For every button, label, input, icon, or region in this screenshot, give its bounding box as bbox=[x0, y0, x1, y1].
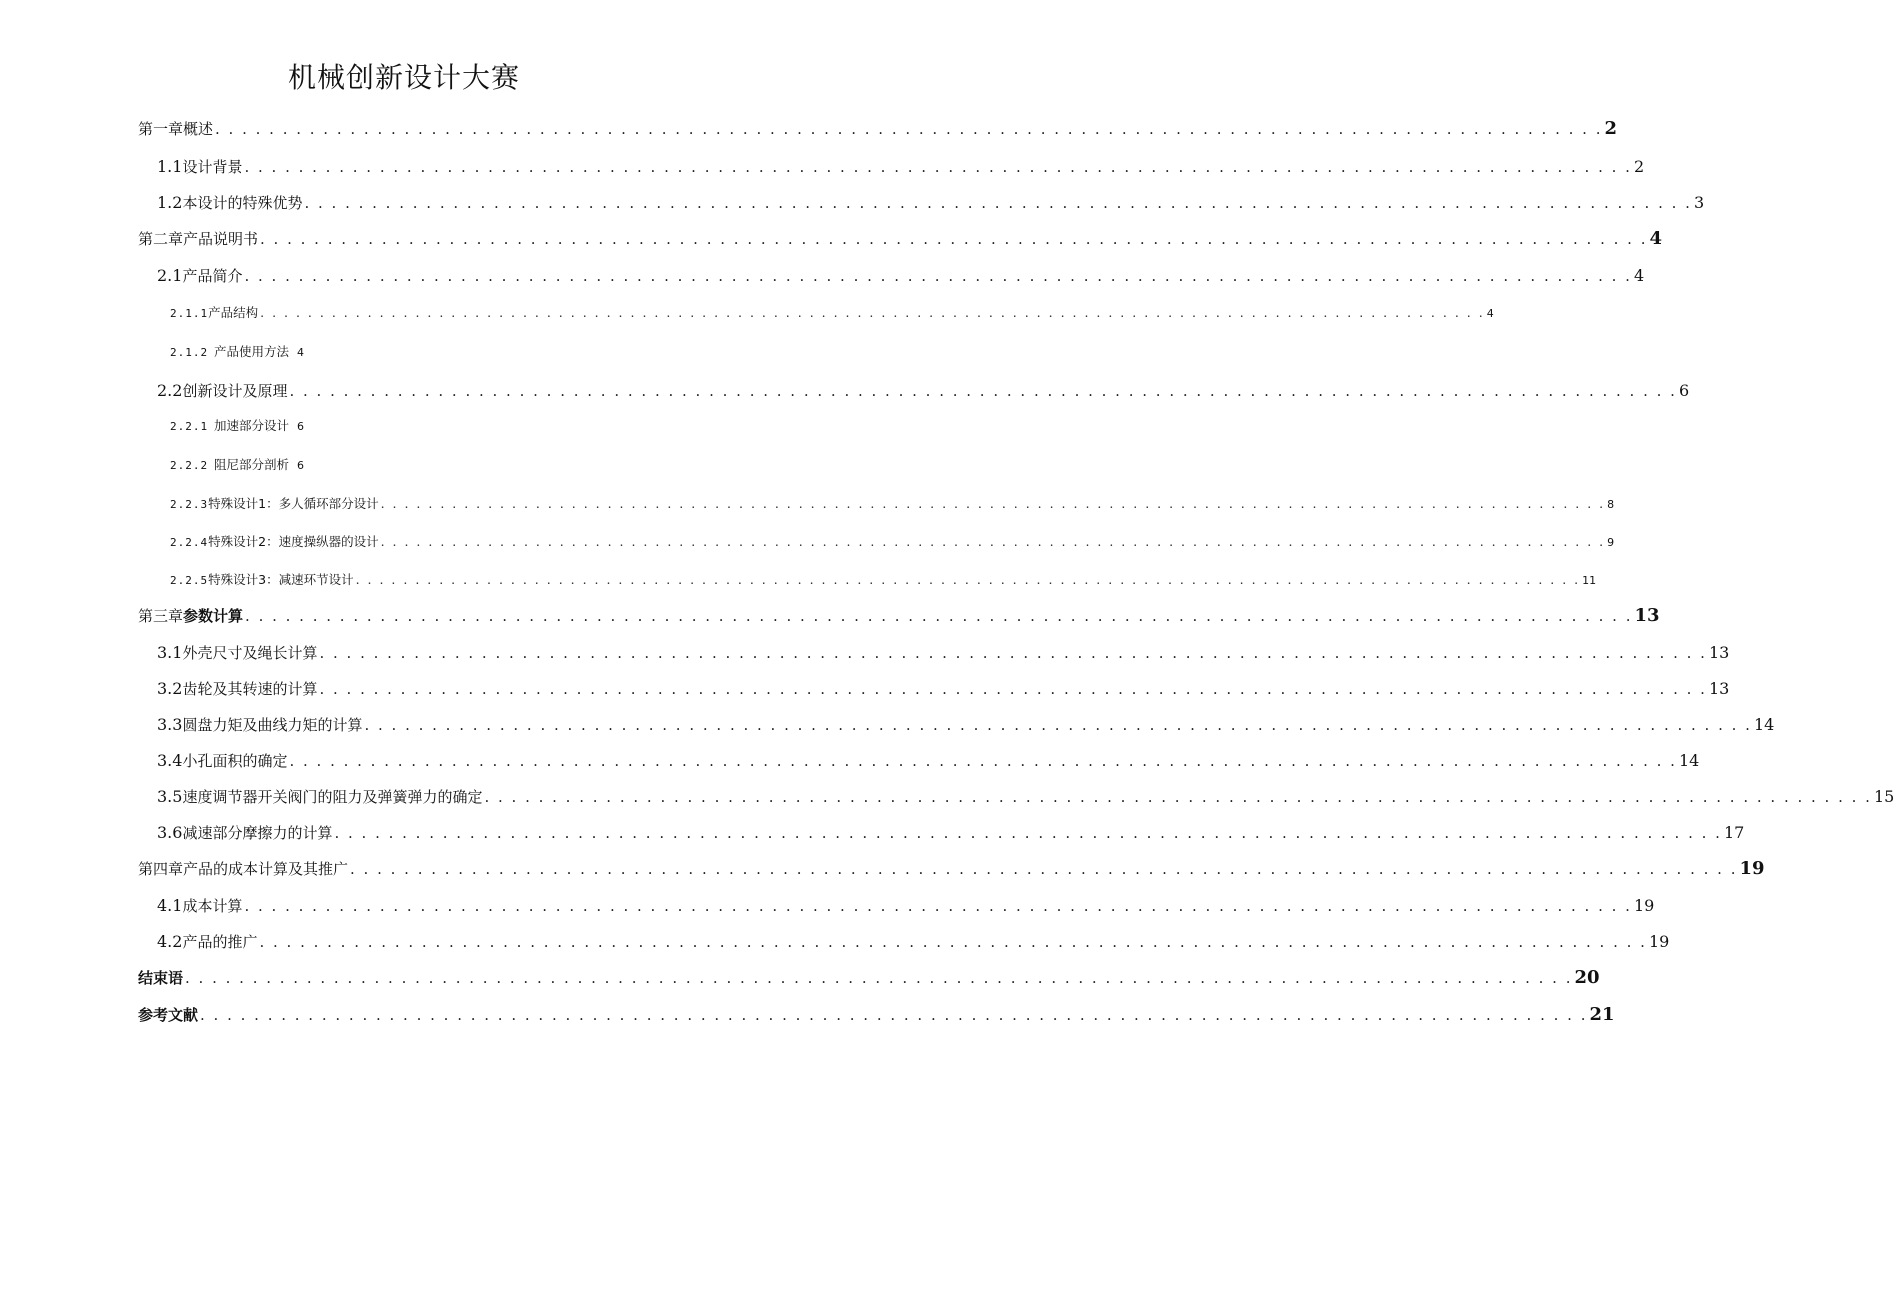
toc-leader-dots: . . . . . . . . . . . . . . . . . . . . . . . . . . . . . . . . . . . . . . . . . . . . . . . . . . . . . . . . . . . . . . . . . . . . . . . . . . . . . . . . . . . . . . . . . . . . . . . . . . . . . . . bbox=[334, 824, 1722, 842]
toc-entry-page: 13 bbox=[1708, 643, 1730, 662]
toc-entry[interactable] bbox=[157, 714, 1775, 735]
toc-entry[interactable] bbox=[157, 265, 1645, 286]
toc-entry-page: 8 bbox=[1607, 498, 1615, 511]
toc-entry-bold-label: 参考文献 bbox=[138, 1006, 199, 1024]
toc-leader-dots: . . . . . . . . . . . . . . . . . . . . . . . . . . . . . . . . . . . . . . . . . . . . . . . . . . . . . . . . . . . . . . . . . . . . . . . . . . . . . . . . . . . . . . . . . . . . . . . . . . . . . . . bbox=[380, 534, 1606, 549]
toc-entry-page: 9 bbox=[1607, 536, 1615, 549]
toc-entry-number: 3.5 bbox=[157, 787, 183, 806]
toc-entry[interactable] bbox=[138, 118, 1618, 139]
toc-entry-label: 阻尼部分剖析 bbox=[214, 457, 290, 472]
toc-leader-dots: . . . . . . . . . . . . . . . . . . . . . . . . . . . . . . . . . . . . . . . . . . . . . . . . . . . . . . . . . . . . . . . . . . . . . . . . . . . . . . . . . . . . . . . . . . . . . . . . . . . . . . . bbox=[380, 496, 1606, 511]
toc-entry-number: 2.1 bbox=[157, 266, 183, 285]
toc-entry-label: 外壳尺寸及绳长计算 bbox=[182, 644, 318, 662]
toc-entry-label: 特殊设计3：减速环节设计 bbox=[208, 572, 354, 587]
toc-entry-label: 产品使用方法 bbox=[214, 344, 290, 359]
toc-leader-dots: . . . . . . . . . . . . . . . . . . . . . . . . . . . . . . . . . . . . . . . . . . . . . . . . . . . . . . . . . . . . . . . . . . . . . . . . . . . . . . . . . . . . . . . . . . . . . . . . . . . . . . . bbox=[260, 230, 1648, 248]
toc-entry-number: 1.1 bbox=[157, 157, 183, 176]
toc-entry[interactable] bbox=[170, 570, 1597, 588]
toc-entry-number: 2.1.1 bbox=[170, 307, 209, 320]
toc-leader-dots: . . . . . . . . . . . . . . . . . . . . . . . . . . . . . . . . . . . . . . . . . . . . . . . . . . . . . . . . . . . . . . . . . . . . . . . . . . . . . . . . . . . . . . . . . . . . . . . . . . . . . . . bbox=[355, 572, 1581, 587]
document-title: 机械创新设计大赛 bbox=[288, 61, 521, 94]
toc-leader-dots: . . . . . . . . . . . . . . . . . . . . . . . . . . . . . . . . . . . . . . . . . . . . . . . . . . . . . . . . . . . . . . . . . . . . . . . . . . . . . . . . . . . . . . . . . . . . . . . . . . . . . . . bbox=[245, 607, 1633, 625]
toc-entry-page: 11 bbox=[1582, 574, 1597, 587]
toc-entry-number: 2.2 bbox=[157, 381, 183, 400]
toc-entry-page: 20 bbox=[1574, 967, 1600, 988]
toc-entry-page: 4 bbox=[1649, 228, 1663, 249]
toc-entry[interactable] bbox=[138, 605, 1660, 626]
toc-entry-label: 小孔面积的确定 bbox=[182, 752, 288, 770]
toc-leader-dots: . . . . . . . . . . . . . . . . . . . . . . . . . . . . . . . . . . . . . . . . . . . . . . . . . . . . . . . . . . . . . . . . . . . . . . . . . . . . . . . . . . . . . . . . . . . . . . . . . . . . . . . bbox=[244, 897, 1632, 915]
toc-entry-label: 圆盘力矩及曲线力矩的计算 bbox=[182, 716, 363, 734]
toc-entry-label: 第二章产品说明书 bbox=[138, 230, 259, 248]
toc-entry-label: 产品简介 bbox=[182, 267, 243, 285]
toc-entry[interactable] bbox=[170, 342, 778, 360]
toc-leader-dots: . . . . . . . . . . . . . . . . . . . . . . . . . . . . . . . . . . . . . . . . . . . . . . . . . . . . . . . . . . . . . . . . . . . . . . . . . . . . . . . . . . . . . . . . . . . . . . . . . . . . . . . bbox=[260, 305, 1485, 320]
toc-entry-label: 第四章产品的成本计算及其推广 bbox=[138, 860, 349, 878]
toc-entry[interactable] bbox=[157, 678, 1730, 699]
toc-entry-label: 第一章概述 bbox=[138, 120, 214, 138]
toc-entry[interactable] bbox=[138, 858, 1765, 879]
toc-entry[interactable] bbox=[157, 380, 1690, 401]
toc-leader-dots: . . . . . . . . . . . . . . . . . . . . . . . . . . . . . . . . . . . . . . . . . . . . . . . . . . . . . . . . . . . . . . . . . . . . . . . . . . . . . . . . . . . . . . . . . . . . . . . . . . . . . . . bbox=[319, 680, 1707, 698]
toc-entry-number: 3.4 bbox=[157, 751, 183, 770]
toc-entry-number: 3.2 bbox=[157, 679, 183, 698]
toc-entry[interactable] bbox=[157, 156, 1645, 177]
toc-entry[interactable] bbox=[157, 931, 1670, 952]
toc-entry[interactable] bbox=[157, 750, 1700, 771]
toc-entry[interactable] bbox=[170, 303, 1494, 321]
toc-entry-label: 加速部分设计 bbox=[214, 418, 290, 433]
toc-entry-page: 19 bbox=[1633, 896, 1655, 915]
toc-entry-page: 21 bbox=[1589, 1004, 1615, 1025]
toc-entry-label: 创新设计及原理 bbox=[182, 382, 288, 400]
toc-leader-dots: . . . . . . . . . . . . . . . . . . . . . . . . . . . . . . . . . . . . . . . . . . . . . . . . . . . . . . . . . . . . . . . . . . . . . . . . . . . . . . . . . . . . . . . . . . . . . . . . . . . . . . . bbox=[484, 788, 1872, 806]
toc-entry-label bbox=[138, 1004, 198, 1025]
toc-entry-number: 1.2 bbox=[157, 193, 183, 212]
toc-entry[interactable] bbox=[138, 228, 1663, 249]
toc-leader-dots: . . . . . . . . . . . . . . . . . . . . . . . . . . . . . . . . . . . . . . . . . . . . . . . . . . . . . . . . . . . . . . . . . . . . . . . . . . . . . . . . . . . . . . . . . . . . . . . . . . . . . . . bbox=[289, 382, 1677, 400]
toc-entry-page: 3 bbox=[1693, 193, 1705, 212]
toc-entry-page: 6 bbox=[297, 420, 305, 433]
toc-entry[interactable] bbox=[157, 895, 1655, 916]
toc-entry-number: 2.2.5 bbox=[170, 574, 209, 587]
toc-entry-label bbox=[138, 967, 183, 988]
toc-entry-page: 19 bbox=[1648, 932, 1670, 951]
toc-entry-number: 3.3 bbox=[157, 715, 183, 734]
toc-entry-number: 4.2 bbox=[157, 932, 183, 951]
toc-entry[interactable] bbox=[138, 1004, 1615, 1025]
toc-leader-dots: . . . . . . . . . . . . . . . . . . . . . . . . . . . . . . . . . . . . . . . . . . . . . . . . . . . . . . . . . . . . . . . . . . . . . . . . . . . . . . . . . . . . . . . . . . . . . . . . . . . . . . . bbox=[259, 933, 1647, 951]
toc-leader-dots: . . . . . . . . . . . . . . . . . . . . . . . . . . . . . . . . . . . . . . . . . . . . . . . . . . . . . . . . . . . . . . . . . . . . . . . . . . . . . . . . . . . . . . . . . . . . . . . . . . . . . . . bbox=[215, 120, 1603, 138]
toc-entry[interactable] bbox=[170, 416, 778, 434]
toc-entry-number: 3.6 bbox=[157, 823, 183, 842]
toc-entry-label: 产品结构 bbox=[208, 305, 259, 320]
toc-entry-page: 6 bbox=[1678, 381, 1690, 400]
toc-entry-page: 15 bbox=[1873, 787, 1894, 806]
toc-entry-number: 3.1 bbox=[157, 643, 183, 662]
toc-entry[interactable] bbox=[170, 532, 1615, 550]
toc-entry-label: 成本计算 bbox=[182, 897, 243, 915]
toc-entry-page: 14 bbox=[1753, 715, 1775, 734]
toc-entry-page: 13 bbox=[1708, 679, 1730, 698]
toc-leader-dots: . . . . . . . . . . . . . . . . . . . . . . . . . . . . . . . . . . . . . . . . . . . . . . . . . . . . . . . . . . . . . . . . . . . . . . . . . . . . . . . . . . . . . . . . . . . . . . . . . . . . . . . bbox=[319, 644, 1707, 662]
toc-entry-page: 4 bbox=[1486, 307, 1494, 320]
toc-entry-page: 4 bbox=[297, 346, 305, 359]
toc-entry[interactable] bbox=[138, 967, 1600, 988]
toc-entry-number: 2.1.2 bbox=[170, 346, 209, 359]
toc-entry[interactable] bbox=[157, 192, 1705, 213]
toc-entry-page: 2 bbox=[1604, 118, 1618, 139]
toc-entry-page: 17 bbox=[1723, 823, 1745, 842]
toc-entry-page: 6 bbox=[297, 459, 305, 472]
toc-entry[interactable] bbox=[170, 455, 778, 473]
toc-leader-dots: . . . . . . . . . . . . . . . . . . . . . . . . . . . . . . . . . . . . . . . . . . . . . . . . . . . . . . . . . . . . . . . . . . . . . . . . . . . . . . . . . . . . . . . . . . . . . . . . . . . . . . . bbox=[364, 716, 1752, 734]
toc-entry-number: 2.2.3 bbox=[170, 498, 209, 511]
toc-entry-bold-label: 参数计算 bbox=[183, 607, 244, 625]
toc-entry-page: 13 bbox=[1634, 605, 1660, 626]
toc-entry[interactable] bbox=[170, 494, 1615, 512]
toc-leader-dots: . . . . . . . . . . . . . . . . . . . . . . . . . . . . . . . . . . . . . . . . . . . . . . . . . . . . . . . . . . . . . . . . . . . . . . . . . . . . . . . . . . . . . . . . . . . . . . . . . . . . . . . bbox=[289, 752, 1677, 770]
toc-entry-number: 4.1 bbox=[157, 896, 183, 915]
toc-leader-dots: . . . . . . . . . . . . . . . . . . . . . . . . . . . . . . . . . . . . . . . . . . . . . . . . . . . . . . . . . . . . . . . . . . . . . . . . . . . . . . . . . . . . . . . . . . . . . . . . . . . . . . . bbox=[185, 969, 1573, 987]
toc-leader-dots: . . . . . . . . . . . . . . . . . . . . . . . . . . . . . . . . . . . . . . . . . . . . . . . . . . . . . . . . . . . . . . . . . . . . . . . . . . . . . . . . . . . . . . . . . . . . . . . . . . . . . . . bbox=[350, 860, 1738, 878]
toc-entry-number: 2.2.1 bbox=[170, 420, 209, 433]
toc-entry-page: 14 bbox=[1678, 751, 1700, 770]
toc-entry-label: 减速部分摩擦力的计算 bbox=[182, 824, 333, 842]
toc-entry-page: 4 bbox=[1633, 266, 1645, 285]
toc-entry[interactable] bbox=[157, 642, 1730, 663]
toc-entry-bold-label: 结束语 bbox=[138, 969, 184, 987]
toc-entry-label: 齿轮及其转速的计算 bbox=[182, 680, 318, 698]
toc-entry-page: 2 bbox=[1633, 157, 1645, 176]
toc-entry-label: 产品的推广 bbox=[182, 933, 258, 951]
toc-entry[interactable] bbox=[157, 822, 1745, 843]
toc-entry-label: 特殊设计2：速度操纵器的设计 bbox=[208, 534, 379, 549]
toc-leader-dots: . . . . . . . . . . . . . . . . . . . . . . . . . . . . . . . . . . . . . . . . . . . . . . . . . . . . . . . . . . . . . . . . . . . . . . . . . . . . . . . . . . . . . . . . . . . . . . . . . . . . . . . bbox=[244, 158, 1632, 176]
toc-entry-page: 19 bbox=[1739, 858, 1765, 879]
toc-entry-label: 速度调节器开关阀门的阻力及弹簧弹力的确定 bbox=[182, 788, 483, 806]
toc-entry-number: 2.2.2 bbox=[170, 459, 209, 472]
toc-entry-label: 本设计的特殊优势 bbox=[182, 194, 303, 212]
toc-leader-dots: . . . . . . . . . . . . . . . . . . . . . . . . . . . . . . . . . . . . . . . . . . . . . . . . . . . . . . . . . . . . . . . . . . . . . . . . . . . . . . . . . . . . . . . . . . . . . . . . . . . . . . . bbox=[200, 1006, 1588, 1024]
toc-entry-label: 设计背景 bbox=[182, 158, 243, 176]
toc-leader-dots: . . . . . . . . . . . . . . . . . . . . . . . . . . . . . . . . . . . . . . . . . . . . . . . . . . . . . . . . . . . . . . . . . . . . . . . . . . . . . . . . . . . . . . . . . . . . . . . . . . . . . . . bbox=[244, 267, 1632, 285]
toc-entry-label: 第三章参数计算 bbox=[138, 607, 244, 625]
toc-entry[interactable] bbox=[157, 786, 1894, 807]
toc-leader-dots: . . . . . . . . . . . . . . . . . . . . . . . . . . . . . . . . . . . . . . . . . . . . . . . . . . . . . . . . . . . . . . . . . . . . . . . . . . . . . . . . . . . . . . . . . . . . . . . . . . . . . . . bbox=[304, 194, 1692, 212]
toc-entry-number: 2.2.4 bbox=[170, 536, 209, 549]
toc-entry-label: 特殊设计1：多人循环部分设计 bbox=[208, 496, 379, 511]
